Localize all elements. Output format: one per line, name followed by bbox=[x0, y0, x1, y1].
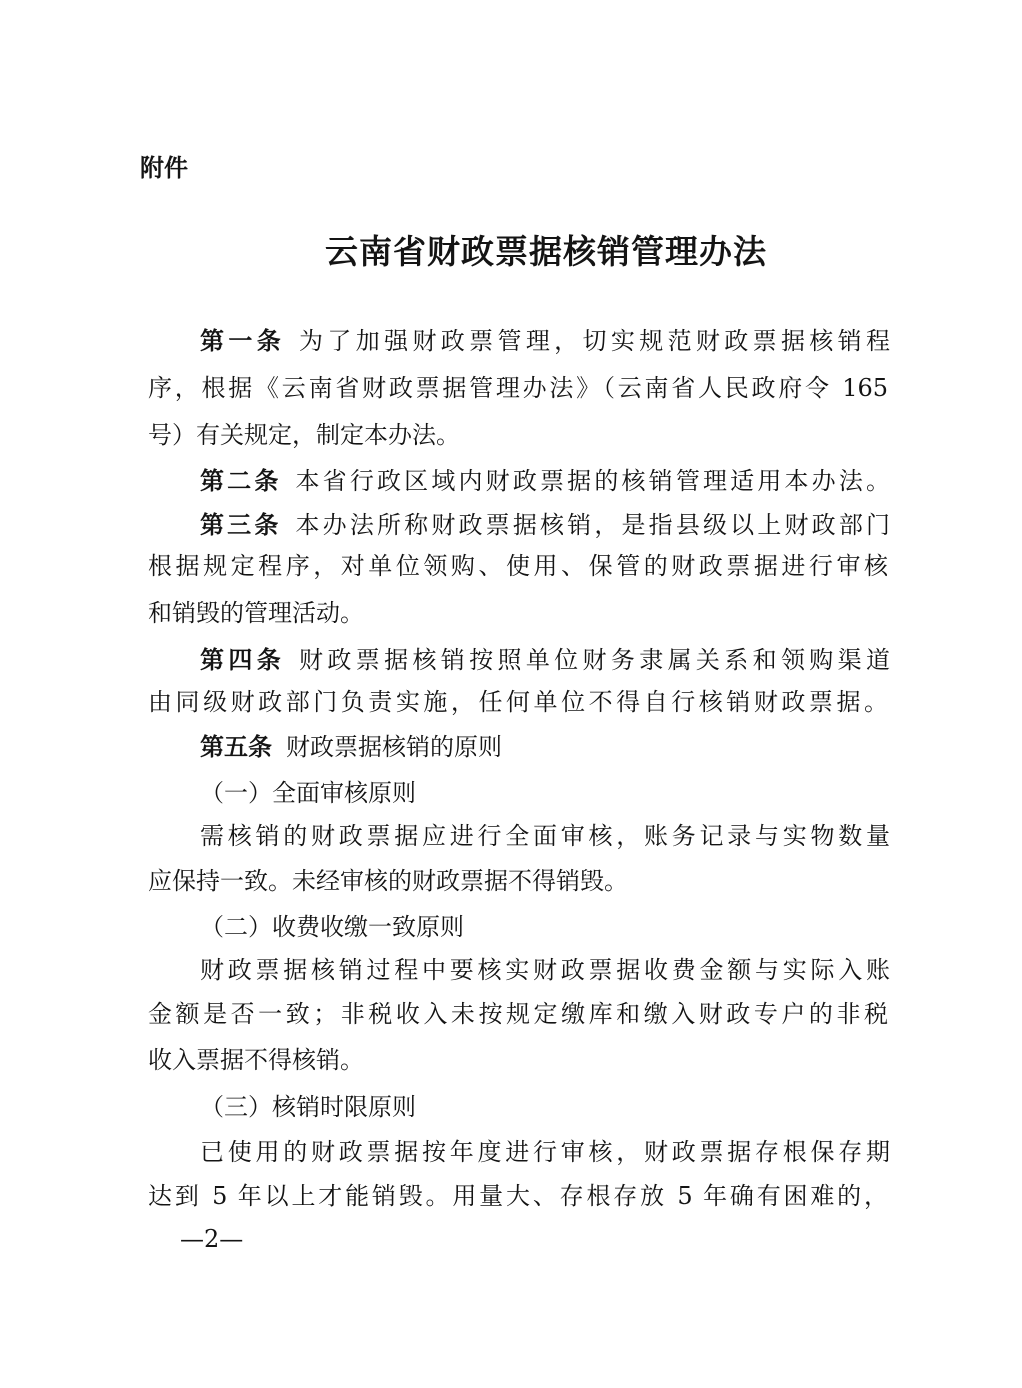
body-line: （一）全面审核原则 bbox=[200, 779, 416, 807]
body-line: （二）收费收缴一致原则 bbox=[200, 913, 464, 941]
document-title: 云南省财政票据核销管理办法 bbox=[325, 232, 767, 271]
body-line: 应保持一致。未经审核的财政票据不得销毁。 bbox=[148, 867, 628, 895]
body-line: 收入票据不得核销。 bbox=[148, 1046, 364, 1074]
article-heading: 第五条 bbox=[200, 733, 272, 761]
body-line: 达到 5 年以上才能销毁。用量大、存根存放 5 年确有困难的， bbox=[148, 1182, 888, 1210]
body-line: 需核销的财政票据应进行全面审核，账务记录与实物数量 bbox=[200, 822, 890, 850]
body-line: 第五条 财政票据核销的原则 bbox=[200, 733, 502, 761]
body-line: 号）有关规定，制定本办法。 bbox=[148, 421, 460, 449]
body-line: 由同级财政部门负责实施，任何单位不得自行核销财政票据。 bbox=[148, 688, 888, 716]
body-line: 财政票据核销过程中要核实财政票据收费金额与实际入账 bbox=[200, 956, 890, 984]
body-line: 序，根据《云南省财政票据管理办法》（云南省人民政府令 165 bbox=[148, 374, 888, 402]
body-line: 第二条 本省行政区域内财政票据的核销管理适用本办法。 bbox=[200, 467, 890, 495]
body-line: 根据规定程序，对单位领购、使用、保管的财政票据进行审核 bbox=[148, 552, 888, 580]
article-heading: 第三条 bbox=[200, 511, 282, 539]
article-heading: 第四条 bbox=[200, 646, 286, 674]
article-heading: 第二条 bbox=[200, 467, 282, 495]
page-number: —2— bbox=[180, 1225, 244, 1253]
article-heading: 第一条 bbox=[200, 327, 286, 355]
body-line: 第三条 本办法所称财政票据核销，是指县级以上财政部门 bbox=[200, 511, 890, 539]
body-line: 已使用的财政票据按年度进行审核，财政票据存根保存期 bbox=[200, 1138, 890, 1166]
body-line: （三）核销时限原则 bbox=[200, 1093, 416, 1121]
body-line: 金额是否一致；非税收入未按规定缴库和缴入财政专户的非税 bbox=[148, 1000, 888, 1028]
attachment-label: 附件 bbox=[140, 154, 188, 182]
body-line: 第四条 财政票据核销按照单位财务隶属关系和领购渠道 bbox=[200, 646, 890, 674]
body-line: 第一条 为了加强财政票管理，切实规范财政票据核销程 bbox=[200, 327, 890, 355]
body-line: 和销毁的管理活动。 bbox=[148, 599, 364, 627]
